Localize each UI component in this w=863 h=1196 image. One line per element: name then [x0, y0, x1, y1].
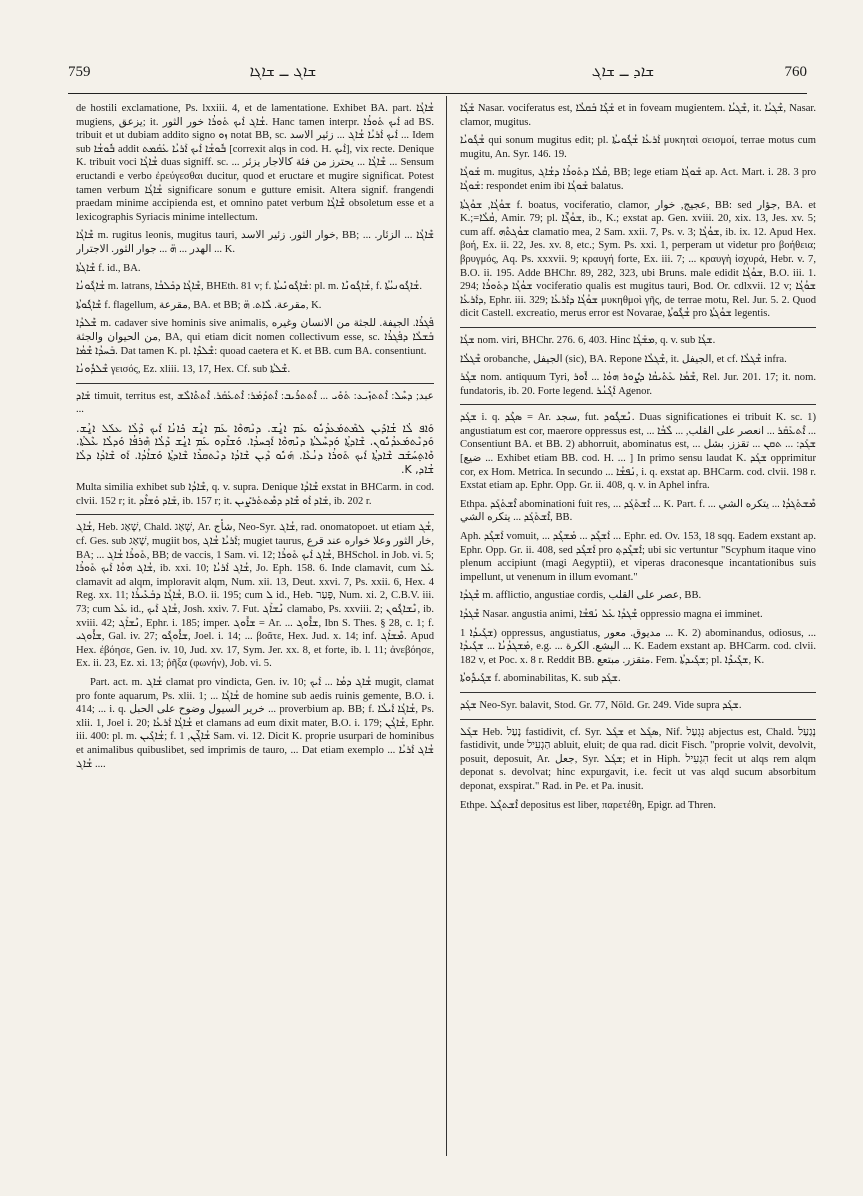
- dictionary-entry: ܫܳܐܓܽܘܢܳܐ m. latrans, ܫܶܐܓܳܐ ܕܟܰܠܒܳܐ, BHEth. 81 v; f. ܫܳܐܓܽܘܢܺܝܬܳܐ: pl. m. ܫܳܐܓܽܘܢܶܐ, f. ܫܳܐܓܽܘܢܝܳܬܳܐ.: [76, 281, 423, 293]
- section-separator: [460, 692, 816, 693]
- left-column: [76, 102, 434, 1156]
- dictionary-entry: ܫܰܓܶܐ Nasar. vociferatus est, ܫܰܓܶܐ ܒܰܩܠܳܐ et in foveam mugientem. ܫܶܓܝܳܐ, it. ܫܶܓܝܳܐ, Nasar. clamor, mugitus.: [460, 103, 816, 128]
- dictionary-entry: ܫܓܳܐ nom. viri, BHChr. 276. 6, 403. Hinc ܡܫܰܓܳܐ, q. v. sub ܫܓܳܐ.: [460, 334, 716, 346]
- dictionary-entry: ܫܓܺܝܕܳܐ 1) oppressus, angustiatus, مديوق. معور ... K. 2) abominandus, odiosus, ... ܡܰܫܓܕܳܢܳܐ ... ܫܓܺܝܕܳܐ, e.g. ... البشع. الكرة ... K. Eadem exstant ap. BHCarm. cod. clvii. 182 v, et Poc. x. 8 r. Reddit BB. متقزر. مبتعع. Fem. ܫܓܺܝܕܬܳܐ; pl. ܫܓܺܝܕܶܐ, K.: [460, 627, 816, 666]
- dictionary-entry: ܫܘܳܓܳܐ, ܫܘܳܓܬܳܐ f. boatus, vociferatio, clamor, عجيج, خوار, BB: sed جؤار, BA. et K.;=ܩܳܠܳܐ, Amir. 79; pl. ܫܘܳܓ̈ܶܐ, ib., K.; exstat ap. Gen. xviii. 20, xix. 13, Jes. xv. 5; cum aff. ܫܘܳܓܬܶܗ clamatio mea, 2 Sam. xxii. 7, Ps. v. 3; ܫܘܳܓܳܐ, ib. ix. 12. Apud Hex. βοή, Ex. ii. 22, Jes. xv. 8, etc.; Sym. Ps. xxi. 1, perperam ut videtur pro βοήθεια; βρυγμός, Aq. Ps. xxxvii. 9; κραυγή forte, Ex. iii. 7; ... κραυγὴ ἰσχυρά, Hebr. v. 7, B.O. ii. 195. Adde BHChr. 89, 282, 323, ubi Bruns. male edidit ܫܘܳܓܳܐ, B.O. iii. 1. 294; ܫܘܳܓܳܐ ܕܬܰܘܪܳܐ vociferatio qualis est mugitus tauri, Bod. Or. cdlxvii. 12 v; ܫܘܳܓܳܐ ܕܐܰܪܥܳܐ, Ephr. iii. 329; ܫܘܳܓܳܐ ܕܐܰܪܥܳܐ μυκηθμοὶ γῆς, de terrae motu, Rel. Jur. 5. 2. Quod dicit Castell. excreatio, merus error est Novarae, ܫܳܓܽܘܬܳܐ pro ܫܘܳܓܬܳܐ legentis.: [460, 199, 816, 320]
- dictionary-entry: Ethpe. ܐܶܫܬܓܶܠ depositus est liber, παρετέθη, Epigr. ad Thren.: [460, 799, 716, 811]
- right-column: [460, 102, 816, 1156]
- entry-paragraph: Multa similia exhibet sub ܫܶܐܕܳܐ, q. v. supra. Denique ܫܶܐܕܳܐ exstat in BHCarm. in cod. clvii. 152 r; it. ܫܰܐܕ ܘܰܫܐܶܕ, ib. 157 r; it. ܫܰܐܕ ܐܰܘ ܫܶܐܕ ܕܡܶܬܬܰܪܨܺܝܢ, ib. 202 r.: [76, 482, 434, 507]
- dictionary-entry: ܫܰܐܕ timuit, territus est, عبد; ܕܚܶܠ: ܐܶܬܬܙܺܝܥ: ܬܰܘܺܝ ... ܐܶܬܬܪܺܝܒ: ܐܶܬܕܰܡܰܪ: ܐܶܬܥܰܩܰܪ. ܐܶܬܬܶܐܠܶܫ ...: [76, 390, 434, 416]
- dictionary-entry: ܫܶܐܓܳܐ m. rugitus leonis, mugitus tauri, خوار الثور. زئير الاسد, BB; ... ܫܶܐܓܳܐ ... الزئار. الهدر ... ܗ̈ ... جوار الثور. الاجترار ... K.: [76, 230, 434, 255]
- dictionary-entry: ܫܶܐܓܬܳܐ f. id., BA.: [76, 262, 141, 274]
- dictionary-entry: ܫܓܰܕ Neo-Syr. balavit, Stod. Gr. 77, Nöld. Gr. 249. Vide supra ܫܓܰܕ.: [460, 699, 742, 711]
- dictionary-entry: ܫܶܠܕܽܘܢܳܐ γεισός, Ez. xliii. 13, 17, Hex. Cf. sub ܫܶܠܬܳܐ.: [76, 364, 291, 376]
- dictionary-entry: ܫܳܓܽܘܝܳܐ qui sonum mugitus edit; pl. ܐܰܪܥܳܐ ܫܳܓܽܘܝܬܳܐ μυκηταὶ σεισμοί, terrae motus cum mugitu, An. Syr. 146. 19.: [460, 135, 816, 160]
- entry-paragraph: ܫܳܐܓ, Heb. שָׁאַג, Chald. שְׁאַג, Ar. شأج, Neo-Syr. ܫܳܐܓ, rad. onomatopoet. ut etiam ܫܳܓ, cf. Ges. sub שָׁאַג, mugiit bos, ܐܰܪܝܳܐ ܫܳܐܓ; mugiet taurus, خار الثور وعلا خواره عند قرع, BA; ... ܬܰܘܪܳܐ ܫܳܐܓ, BB; de vaccis, 1 Sam. vi. 12; ܫܳܐܓ ܐܰܝܟ ܬܰܘܪܳܐ, BHSchol. in Job. vi. 5; ܫܳܐܓ ܗܘܳܐ ܐܰܝܟ ܬܰܘܪܳܐ, ib. xxi. 10; ܫܳܐܓ ܐܰܪܝܳܐ, Jo. Eph. 158. 6. Inde clamavit, cum ܥܰܠ clamavit ad alqm, imploravit alqm, Num. xii. 13, Deut. xxvi. 7, Ps. xxii. 6, Hex. 4 Reg. xx. 11; ܫܳܐܓܳܐ ܕܒܰܥܺܝܪܳܐ, B.O. ii. 195; cum ܠ id., Heb. פָּעַר, Num. xi. 2, C.B.V. iii. 73; cum ܥܰܠ id., ܫܳܐܓ ܐܰܝܟ, Josh. xxiv. 7. Fut. ܢܶܫܐܰܓ clamabo, Ps. xxviii. 2; ܢܶܫܐܓܽܘܢ, ib. xviii. 42; ܢܶܫܐܰܓ, Ephr. i. 185; imper. ܫܐܽܘܓ = Ar. ... ܫܐܽܘܓ, Ibn S. Thes. § 28, c. 1; f. ܫܐܽܘܓܝ, Gal. iv. 27; ܫܐܽܘܓܽܘ, Joel. i. 14; ... βοᾶτε, Hex. Jud. x. 14; inf. ܡܶܫܐܰܓ. Apud Hex. ἐβόησε, Gen. iv. 10, Jud. xv. 17, Sym. Jer. xx. 8, et forte, ib. l. 11; ἀνεβόησε, Ex. ii. 23, Ez. xi. 13; ῥῆξα (φωνήν), Job. vi. 5.: [76, 522, 434, 670]
- dictionary-entry: Ethpa. ܐܶܫܬܰܓܰܕ abominationi fuit res, ... ܐܶܫܬܰܓܰܕ ... K. Part. f. ܡܶܫܬܰܓܕܳܐ ... يتكره الشي ... ܐܶܫܬܰܓܰܕ ... يتكره الشي, BB.: [460, 498, 816, 524]
- right-running-word: ܫܐܕ ــ ܫܐܓ: [591, 62, 655, 80]
- dictionary-entry: ܫܶܓܕܳܐ m. afflictio, angustiae cordis, عصر على القلب, BB.: [460, 590, 702, 602]
- left-page-number: 759: [68, 64, 91, 80]
- dictionary-entry: ܫܶܓܕܳܐ Nasar. angustia animi, ܫܶܓܕܳܐ ܥܰܠ ܢܰܦܫܳܐ oppressio magna ei imminet.: [460, 609, 763, 620]
- section-separator: [460, 327, 816, 328]
- entry-paragraph: de hostili exclamatione, Ps. lxxiii. 4, et de lamentatione. Exhibet BA. part. ܫܳܐܓܳܐ mugiens, يزعق; it. ܫܳܐܓ ܐܰܝܟ ܬܰܘܪܳܐ خور الثور. Hanc tamen interpr. ܐܰܝܟ ܬܰܘܪܳܐ ad BS. tribuit et ut dubiam addito signo ܙܘ notat BB, sc. ܐܰܝܟ ܐܰܪܝܳܐ ܫܳܐܓ ... زئير الاسد ... Idem sub ܒܽܘܫܳܐ addit ܒܽܘܫܳܐ ܐܰܝܟ ܐܰܪܝܳܐ ܥܰܩܰܡܬ [correxit alqs in cod. H. ܐܰܝܟ], vix recte. Denique K. tribuit voci ܫܳܐܓܳܐ duas signiff. sc. ... ܫܶܐܓܳܐ ... يحترز من فئة كالاجار يزئر ... Sensum eructandi e verbo ἐρεύγεσθαι ducitur, quod et eructare et mugire significat. Potest tamen verbum ܫܳܐܓܳܐ significare sonum e gutture emisit. Altera signif. frangendi praedam minime accipienda est, et omnino patet verbum ܫܶܐܓܳܐ obsoletum esse et a lexicographis Syriacis minime intellectum.: [76, 103, 434, 223]
- dictionary-entry: ܫܓܳܪ nom. antiquum Tyri, ܫܶܡܳܐ ܥܰܬܺܝܩܳܐ ܕܨܽܘܪ ܗܘܳܐ ... ܐܽܘܪ, Rel. Jur. 201. 17; it. nom. fundatoris, ib. 20. Forte legend. ܐܰܓܺܢܳܪ Agenor.: [460, 372, 816, 397]
- section-separator: [460, 404, 816, 405]
- left-running-word: ܫܐܓ ــ ܫܐܓܐ: [249, 62, 317, 80]
- section-separator: [76, 514, 434, 515]
- dictionary-entry: ܫܶܠܕܳܐ m. cadaver sive hominis sive animalis, ܦܰܓܪܳܐ. الجيفة. للجثة من الانسان وغيره من الحيوان والجثة, BA, qui etiam dicit nomen collectivum esse, sc. ܒܰܫܠܳܐ ܕܦܰܓܪܳܐ ܒܰܚܕܳܐ ܫܶܡܳܐ. Dat tamen K. pl. ܫܶܠܕܶܐ: quoad caetera et K. et BB. cum BA. consentiunt.: [76, 318, 434, 357]
- column-divider: [446, 96, 447, 1156]
- section-separator: [460, 719, 816, 720]
- header-rule: [68, 93, 807, 94]
- entry-paragraph: Part. act. m. ܫܳܐܓ clamat pro vindicta, Gen. iv. 10; ܫܳܐܓ ܕܡܳܐ ... ܐܰܝܟ mugit, clamat pro fonte aquarum, Ps. xlii. 1; ... ܫܳܐܓܳܐ de homine sub aedis ruinis gemente, B.O. i. 414; ... i. q. خرير السيول وضوح على الحبل ... proverbium ap. BB; f. ܫܳܐܓܳܐ ܐܰܝܠܳܐ, Ps. xlii. 1, Joel i. 20; ܫܳܐܓܳܐ ܐܰܪܥܳܐ et clamans ad eum dixit mater, B.O. i. 179; ܫܳܐܓܳܢ, Ephr. iii. 400: pl. m. ܫܳܐܓܺܝܢ; f. ܫܳܐܓ̈ܳܢ, 1 Sam. vi. 12. Dicit K. proprie usurpari de hominibus et animalibus quibuslibet, sed imprimis de tauro, ... Dat etiam exemplo ... ܫܳܐܓ ܐܰܪܝܳܐ ... ܫܳܐܓ.: [76, 676, 434, 770]
- dictionary-entry: ܫܓܰܠ Heb. נָעַל fastidivit, cf. Syr. ܫܓܰܠ et ܣܓܰܠ, Nif. נִגְעַל abjectus est, Chald. נְגַעַל fastidivit, unde הַגְעִיל abluit, eluit; de qua rad. dicit Fisch. "proprie volvit, devolvit, posuit, deposuit, Ar. جعل, Syr. ܫܓܰܠ; et in Hiph. הִגְעִיל fecit ut alqs rem alqm deponat s. devolvat; hinc expurgavit, i.e. fecit ut vas alqd sucum absorbitum deponat, exspirat." Rad. in Pe. et Pa. inusit.: [460, 726, 816, 792]
- section-separator: [76, 383, 434, 384]
- dictionary-entry: ܫܓܰܕ i. q. ܣܓܶܕ = Ar. سجد, fut. ܢܶܫܓܽܘܕ. Duas significationes ei tribuit K. sc. 1) angustiatum est cor, maerore oppressus est, ... ܐܶܬܥܰܩܰܪ ... انعصر على القلب, ... ܠܶܒܳܐ ... Consentiunt BA. et BB. 2) abhorruit, abominatus est, ... ܫܓܰܕ: ... ܬܩܢ ... تقزز. بشل [ضيع ... Exhibet etiam BB. cod. H. ... ] In primo sensu laudat K. ܫܓܰܕ opprimitur cor, ex Hom. Metrica. In secundo ... ܢܰܦܫܳܐ, i. q. exstat ap. BHCarm. cod. clvii. 198 r. Exstat etiam ap. Ephr. Opp. Gr. ii. 408, q. v. in Aphel infra.: [460, 412, 816, 492]
- dictionary-entry: ܫܓܺܝܕܽܘܬܳܐ f. abominabilitas, K. sub ܫܓܰܕ.: [460, 673, 621, 685]
- dictionary-entry: Aph. ܐܰܫܓܶܕ vomuit, ... ܐܰܫܓܶܕ ... ܡܰܫܓܶܕ ... Ephr. ed. Ov. 153, 18 sqq. Eadem exstant ap. Ephr. Opp. Gr. ii. 408, sed ܐܰܫܓܶܕ pro ܐܰܫܓܶܕܬ݂; ubi sic vertuntur "Scyphum itaque vino plenum accipiunt (magi Aegyptii), et viperas draconesque incantationibus suis impellunt, ut venenum in illum evomant.": [460, 531, 816, 583]
- dictionary-entry: ܫܶܐܓܽܘܬܳܐ f. flagellum, مقرعة, BA. et BB; مقرعة. ܠܶܐܬ. ܗ̈, K.: [76, 299, 322, 311]
- running-head: [68, 58, 807, 92]
- syriac-quotation: ܘܰܐܦ ܠܳܐ ܫܳܐܕܺܝܢ ܠܡܶܬܡܰܥܕܳܢܽܘ ܥܰܡ ܐ̱ܢܳܫ. ܕܢܶܗܘܶܐ ܥܰܡ ܐ̱ܢܳܫ ܟܺܐܢܳܐ ܐܰܝܟ ܕܶܠܳܐ ܥܠܰܠ ܐ̱ܢܳܫ. ܘܰܕܢܶܬܡܰܥܕܳܢܽܘܢ. ܫܶܐܕܬ݂ܳܐ ܘܰܕܚܶܠܬܳܐ ܕܢܶܗܘܶܐ ܐܰܟ݂ܚܕܳܐ. ܘܰܫܐܶܕܘ ܥܰܡ ܐ̱ܢܳܫ ܕܶܠܳܐ ܗܶܪܦܳܐ ܘܰܕܠܳܐ ܥܶܠܬܳܐ. ܘܶܐܬ̣ܚܰܫܰܒ ܫܶܐܕܬ݂ܳܐ ܐܰܝܟ ܬܰܘܪܳܐ ܕܢܳܥܶܐ. ܗܰܢܽܘ ܕܶܝܢ ܫܶܐܕܳܐ ܕܢܶܬܩܪܶܐ ܫܶܐܕܬ݂ܳܐ ܘܰܫܐܳܕܳܐ. ܐܰܘ ܫܶܐܕܳܐ ܕܠܳܐ ܫܳܐܕ, K.: [76, 421, 434, 476]
- dictionary-entry: ܫܶܓܠܳܐ orobanche, الجيفل (sic), BA. Repone ܫܶܓܠܳܐ, it. الجيفل, et cf. ܫܶܓܠܳܐ infra.: [460, 353, 787, 365]
- right-page-number: 760: [784, 64, 807, 80]
- dictionary-entry: ܫܰܘܓܳܐ m. mugitus, ܩܳܠܳܐ ܕܬܰܘܪܳܐ ܕܫܳܐܓ, BB; lege etiam ܫܰܘܓܳܐ ap. Act. Mart. i. 28. 3 pro ܫܰܘܓܳܐ: respondet enim ibi ܫܰܘܓܳܐ balatus.: [460, 167, 816, 192]
